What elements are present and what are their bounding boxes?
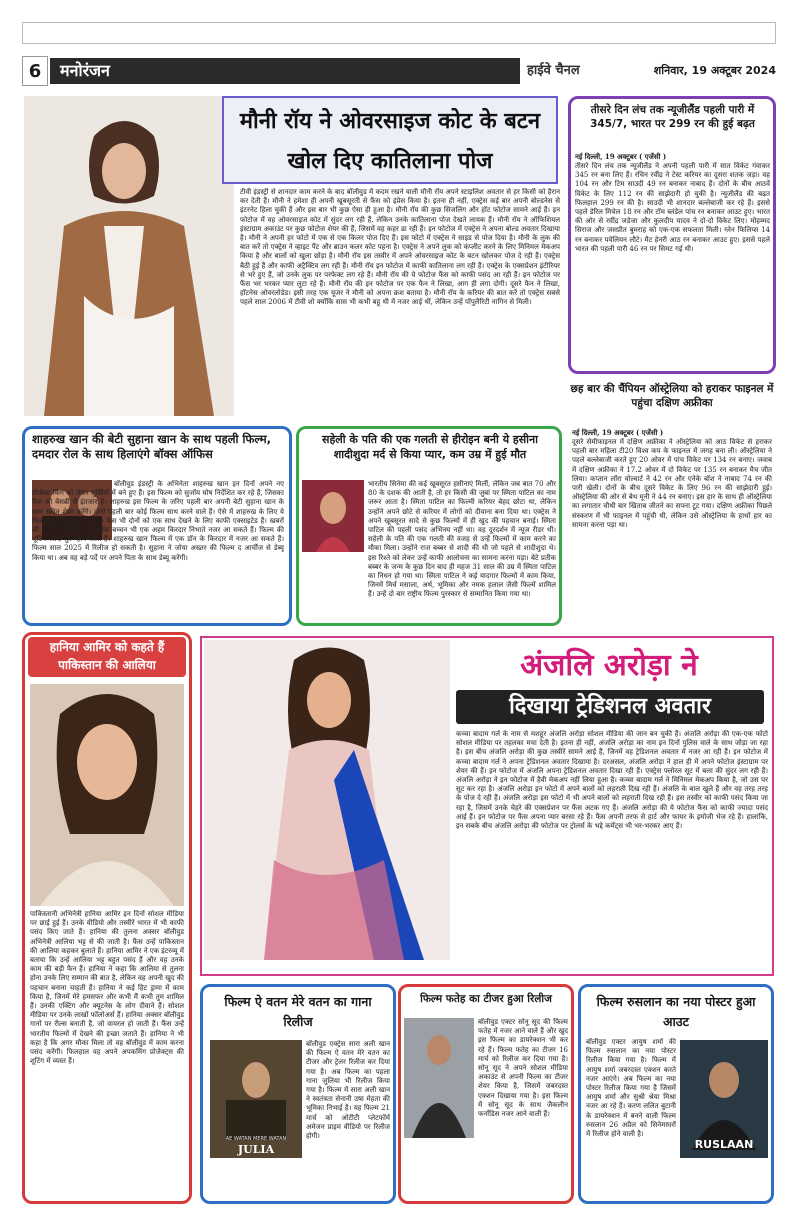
smita-photo — [302, 480, 364, 552]
aewatan-headline: फिल्म ऐ वतन मेरे वतन का गाना रिलीज — [224, 994, 372, 1029]
ruslaan-poster-title: RUSLAAN — [694, 1138, 754, 1151]
aewatan-poster — [210, 1040, 302, 1158]
hania-photo — [30, 684, 184, 906]
ruslaan-poster — [680, 1040, 768, 1158]
anjali-photo — [204, 640, 450, 960]
cricket-body: तीसरे दिन लंच तक न्यूजीलैंड ने अपनी पहली पारी में सात विकेट गंवाकर 345 रन बना लिए हैं। रचिन रवींद्र ने टेस्ट करियर का दूसरा शतक जड़ा। वह 104 रन और टिम साउदी 49 रन बनाकर नाबाद हैं। दोनों के बीच आठवें विकेट के लिए 112 रन की साझेदारी हो चुकी है। न्यूजीलैंड की बढ़त फिलहाल 299 रन की है। साउदी भी शानदार बल्लेबाजी कर रहे हैं। इससे पहले डेरिल मिचेल 18 रन और टॉम ब्लंडेल पांच रन बनाकर आउट हुए। भारत की ओर से रवींद्र जडेजा और कुलदीप यादव ने दो-दो विकेट लिए। मोहम्मद सिराज और जसप्रीत बुमराह को एक-एक सफलता मिली। ग्लेन फिलिप्स 14 रन बनाकर पवेलियन लौटे। मैट हेनरी आठ रन बनाकर आउट हुए। इससे पहले भारत की पहली पारी 46 रन पर सिमट गई थी। — [575, 162, 770, 253]
fateh-body: बॉलीवुड एक्टर सोनू सूद की फिल्म फतेह में नजर आने वाले हैं और खुद इस फिल्म का डायरेक्शन भी कर रहे हैं। फिल्म फतेह का टीजर 16 मार्च को रिलीज कर दिया गया है। सोनू सूद ने अपने सोशल मीडिया अकाउंट से अपनी फिल्म का टीजर शेयर किया है, जिसमें जबरदस्त एक्शन दिखाया गया है। इस फिल्म में सोनू सूद के साथ जैकलीन फर्नांडिस नजर आने वाली हैं। — [478, 1018, 568, 1119]
page-header — [22, 56, 776, 86]
aewatan-poster-sub: AE WATAN MERE WATAN — [225, 1136, 287, 1142]
anjali-body: कच्चा बादाम गर्ल के नाम से मशहूर अंजलि अरोड़ा सोशल मीडिया की जान बन चुकी हैं। अंजलि अरोड़ा की एक-एक फोटो सोशल मीडिया पर तहलका मचा देती है। इतना ही नहीं, अंजलि अरोड़ा का नाम इन दिनों पुलिस वाले के साथ जोड़ा जा रहा है। इस बीच अंजलि अरोड़ा की कुछ तस्वीरें सामने आई हैं, जिनमें वह ट्रेडिशनल अवतार में नजर आ रही हैं। इन फोटोज में कच्चा बादाम गर्ल ने अपना ट्रेडिशनल अवतार दिखाया है। दरअसल, अंजलि अरोड़ा ने हाल ही में अपने फोटोज इंस्टाग्राम पर शेयर की हैं। इन फोटोज में अंजलि अपना ट्रेडिशनल अवतार दिखा रही हैं। एक्ट्रेस फ्लोरल सूट में बला की सुंदर लग रही हैं। अंजलि अरोड़ा ने इन फोटोज में हैवी मेकअप नहीं लिया हुआ है। कच्चा बादाम गर्ल ने मिनिमल मेकअप किया है, जो उस पर सूट कर रहा है। अंजलि अरोड़ा इन फोटो में अपने बालों को लहराती दिख रही हैं। अंजलि के बाल खुले हैं और वह तरह तरह के पोज दे रही हैं। अंजलि अरोड़ा इस फोटो में भी अपने बालों को लहराती दिख रही हैं। इस तस्वीर को काफी पसंद किया जा रहा है, जिसमें उनके चेहरे की एक्सप्रेशन पर फैंस अटक गए हैं। अंजलि अरोड़ा की ये फोटोज फैंस को काफी ज्यादा पसंद आई हैं। इन फोटोज पर फैंस अपना प्यार बरसा रहे हैं। फैंस अपनी तरफ से हार्ट और फायर के इमोजी भेज रहे हैं। हालांकि, इन सबके बीच अंजलि अरोड़ा की फोटोज पर ट्रोलर्स के भद्दे कमेंट्स भी भर-भरकर आए हैं। — [456, 730, 768, 831]
cricket-headline: तीसरे दिन लंच तक न्यूजीलैंड पहली पारी में 345/7, भारत पर 299 रन की हुई बढ़त — [590, 104, 755, 130]
aewatan-body: बॉलीवुड एक्ट्रेस सारा अली खान की फिल्म ऐ वतन मेरे वतन का टीजर और ट्रेलर रिलीज कर दिया गया है। अब फिल्म का पहला गाना जुलिया भी रिलीज किया गया है। फिल्म में सारा अली खान ने स्वतंत्रता सेनानी उषा मेहता की भूमिका निभाई है। यह फिल्म 21 मार्च को ओटीटी प्लेटफॉर्म अमेजन प्राइम वीडियो पर रिलीज होगी। — [306, 1040, 390, 1141]
fateh-headline: फिल्म फतेह का टीजर हुआ रिलीज — [420, 993, 552, 1005]
womens-cricket-dateline: नई दिल्ली, 19 अक्टूबर ( एजेंसी ) — [572, 428, 664, 437]
womens-cricket-body: दूसरे सेमीफाइनल में दक्षिण अफ्रीका ने ऑस्ट्रेलिया को आठ विकेट से हराकर पहली बार महिला टी20 विश्व कप के फाइनल में जगह बना ली। ऑस्ट्रेलिया ने पहले बल्लेबाजी करते हुए 20 ओवर में पांच विकेट पर 134 रन बनाए। जवाब में दक्षिण अफ्रीका ने 17.2 ओवर में दो विकेट पर 135 रन बनाकर मैच जीत लिया। कप्तान लॉरा वोल्वार्ट ने 42 रन और एनेके बॉश ने नाबाद 74 रन की पारी खेली। दोनों के बीच दूसरे विकेट के लिए 96 रन की साझेदारी हुई। ऑस्ट्रेलिया की ओर से बेथ मूनी ने 44 रन बनाए। इस हार के साथ ही ऑस्ट्रेलिया का लगातार चौथी बार खिताब जीतने का सपना टूट गया। दक्षिण अफ्रीका पिछले संस्करण में भी फाइनल में पहुंची थी, लेकिन उसे ऑस्ट्रेलिया के हाथों हार का सामना करना पड़ा था। — [572, 438, 772, 529]
cricket-dateline: नई दिल्ली, 19 अक्टूबर ( एजेंसी ) — [575, 152, 667, 161]
suhana-body: बॉलीवुड इंडस्ट्री के अभिनेता शाहरुख खान इन दिनों अपने नए प्रोजेक्ट किंग को लेकर सुर्खियों में बने हुए हैं। इस फिल्म को सुजॉय घोष निर्देशित कर रहे हैं, जिसका फैंस को बेसब्री से इंतजार है। शाहरुख इस फिल्म के जरिए पहली बार अपनी बेटी सुहाना खान के साथ स्क्रीन शेयर करेंगे। दोनों पहली बार कोई फिल्म साथ करने वाले हैं। ऐसे में शाहरुख के लिए ये फिल्म बहुत ज्यादा खास है। फैंस भी दोनों को एक साथ देखने के लिए काफी एक्साइटेड हैं। खबरों की मानें तो फिल्म में अभिषेक बच्चन भी एक अहम किरदार निभाते नजर आ सकते हैं। फिल्म की शूटिंग जल्द शुरू होने वाली है। शाहरुख खान फिल्म में एक डॉन के किरदार में नजर आ सकते हैं। फिल्म साल 2025 में रिलीज हो सकती है। सुहाना ने जोया अख्तर की फिल्म द आर्चीज से डेब्यू किया था। अब वह बड़े पर्दे पर अपने पिता के साथ डेब्यू करेंगी। — [32, 480, 284, 562]
womens-cricket-headline: छह बार की चैंपियन ऑस्ट्रेलिया को हराकर फाइनल में पहुंचा दक्षिण अफ्रीका — [570, 383, 774, 409]
top-bar — [22, 22, 776, 44]
masthead-logo: हाईवे चैनल — [527, 63, 580, 78]
main-headline: मौनी रॉय ने ओवरसाइज कोट के बटन खोल दिए कातिलाना पोज — [222, 96, 558, 184]
hania-headline: हानिया आमिर को कहते हैं पाकिस्तान की आलिया — [49, 640, 165, 672]
saheli-body: भारतीय सिनेमा की कई खूबसूरत हसीनाएं मिलीं, लेकिन जब बात 70 और 80 के दशक की आती है, तो हर किसी की जुबां पर स्मिता पाटिल का नाम जरूर आता है। स्मिता पाटिल का फिल्मी करियर बेहद छोटा था, लेकिन उन्होंने अपने छोटे से करियर में लोगों को दीवाना बना दिया था। एक्ट्रेस ने अपने खूबसूरत सादे से कुछ फिल्मों में ही खुद की पहचान बनाई। स्मिता पाटिल की पहली पसंद अभिनय नहीं था। वह दूरदर्शन में न्यूज रीडर थीं। सहेली के पति की एक गलती की वजह से उन्हें फिल्मों में काम करने का मौका मिला। उन्होंने राज बब्बर से शादी की थी जो पहले से शादीशुदा थे। इस रिश्ते को लेकर उन्हें काफी आलोचना का सामना करना पड़ा। बेटे प्रतीक बब्बर के जन्म के कुछ दिन बाद ही महज 31 साल की उम्र में स्मिता पाटिल का निधन हो गया था। स्मिता पाटिल ने कई यादगार फिल्मों में काम किया, जिनमें मिर्च मसाला, अर्थ, भूमिका और नमक हलाल जैसी फिल्में शामिल हैं। उन्हें दो बार राष्ट्रीय फिल्म पुरस्कार से सम्मानित किया गया था। — [368, 480, 556, 599]
saheli-headline: सहेली के पति की एक गलती से हीरोइन बनी ये हसीना शादीशुदा मर्द से किया प्यार, कम उम्र में हुई मौत — [322, 433, 538, 461]
fateh-photo — [404, 1018, 474, 1138]
anjali-headline-bottom: दिखाया ट्रेडिशनल अवतार — [456, 690, 764, 724]
section-title: मनोरंजन — [50, 58, 520, 84]
ruslaan-headline: फिल्म रुसलान का नया पोस्टर हुआ आउट — [596, 994, 756, 1029]
main-body: टीवी इंडस्ट्री से शानदार काम करने के बाद बॉलीवुड में कदम रखने वाली मौनी रॉय अपने स्टाइलिश अवतार से हर किसी को हैरान कर देती हैं। मौनी ने हमेशा ही अपनी खूबसूरती से फैंस को इंप्रेस किया है। इतना ही नहीं, एक्ट्रेस कई बार अपनी बोल्डनेस से इंटरनेट हिला चुकी हैं और इस बार भी कुछ ऐसा ही हुआ है। मौनी रॉय की कुछ सिजलिंग और हॉट फोटोज सामने आई हैं। इन फोटोज में वह ओवरसाइज कोट में सुंदर लग रही हैं, लेकिन उनके कातिलाना पोज देखते लायक हैं। मौनी रॉय ने ऑफिशियल इंस्टाग्राम अकाउंट पर कुछ फोटोज शेयर की हैं, जिसमें वह कहर ढा रही हैं। इन फोटोज में एक्ट्रेस ने अपना बोल्ड अवतार दिखाया है। मौनी ने अपनी हर फोटो में एक से एक किलर पोज दिए हैं। इस फोटो में एक्ट्रेस ने साइड से पोज दिया है। मौनी के लुक की बात करें तो एक्ट्रेस ने व्हाइट पैंट और ब्राउन कलर कोट पहना है। एक्ट्रेस ने अपने लुक को कंप्लीट करने के लिए मिनिमल मेकअप किया है और बालों को खुला छोड़ा है। मौनी रॉय इस तस्वीर में अपने ओवरसाइज कोट के बटन खोलकर पोज दे रही हैं। एक्ट्रेस बैठी हुई हैं और काफी अट्रैक्टिव लग रही हैं। मौनी रॉय इन फोटोज में काफी कातिलाना लग रही हैं। एक्ट्रेस के एक्सप्रेशन इंटीरियर से भरे हुए हैं, जो उनके लुक पर परफेक्ट लग रहे हैं। मौनी रॉय की ये फोटोज फैंस को काफी पसंद आ रही हैं। इन फोटोज पर फैंस भर भरकर प्यार लुटा रहे हैं। मौनी रॉय की इन फोटोज पर एक फैन ने लिखा, आग ही लगा दोगी। दूसरे फैन ने लिखा, हॉटनेस ओवरलोडेड। इसी तरह एक यूजर ने मौनी को अपना क्रश बताया है। मौनी रॉय के करियर की बात करें तो एक्ट्रेस सबसे पहले साल 2006 में टीवी शो क्योंकि सास भी कभी बहू थी में नजर आई थीं, लेकिन उन्हें पॉपुलैरिटी नागिन से मिली। — [240, 188, 560, 307]
mouni-photo — [24, 96, 234, 416]
hania-body: पाकिस्तानी अभिनेत्री हानिया आमिर इन दिनों सोशल मीडिया पर छाई हुई हैं। उनके वीडियो और तस्वीरें भारत में भी काफी पसंद किए जाते हैं। हानिया की तुलना अक्सर बॉलीवुड अभिनेत्री आलिया भट्ट से की जाती है। फैंस उन्हें पाकिस्तान की आलिया कहकर बुलाते हैं। हानिया आमिर ने एक इंटरव्यू में बताया कि उन्हें आलिया भट्ट बहुत पसंद हैं और वह उनके काम की बड़ी फैन हैं। हानिया ने कहा कि आलिया से तुलना होना उनके लिए सम्मान की बात है, लेकिन वह अपनी खुद की पहचान बनाना चाहती हैं। हानिया ने कई हिट ड्रामा में काम किया है, जिनमें मेरे हमसफर और कभी मैं कभी तुम शामिल हैं। उनकी एक्टिंग और क्यूटनेस के लोग दीवाने हैं। सोशल मीडिया पर उनके लाखों फॉलोअर्स हैं। हानिया अक्सर बॉलीवुड गानों पर रील्स बनाती हैं, जो वायरल हो जाती हैं। फैंस उन्हें भारतीय फिल्मों में देखने की इच्छा जताते हैं। हानिया ने भी कहा है कि अगर मौका मिला तो वह बॉलीवुड में काम करना पसंद करेंगी। फिलहाल वह अपने अपकमिंग प्रोजेक्ट्स की शूटिंग में व्यस्त हैं। — [30, 910, 184, 1066]
anjali-headline-top: अंजलि अरोड़ा ने — [520, 648, 698, 683]
suhana-headline: शाहरुख खान की बेटी सुहाना खान के साथ पहली फिल्म, दमदार रोल के साथ हिलाएंगे बॉक्स ऑफिस — [32, 432, 271, 461]
page-number: 6 — [22, 56, 48, 86]
issue-date: शनिवार, 19 अक्टूबर 2024 — [653, 64, 776, 77]
aewatan-poster-title: JULIA — [237, 1143, 275, 1156]
ruslaan-body: बॉलीवुड एक्टर आयुष शर्मा की फिल्म रुसलान का नया पोस्टर रिलीज किया गया है। फिल्म में आयुष शर्मा जबरदस्त एक्शन करते नजर आएंगे। अब फिल्म का नया पोस्टर रिलीज किया गया है जिसमें आयुष शर्मा और सुश्री श्रेया मिश्रा नजर आ रहे हैं। करण ललित बुटानी के डायरेक्शन में बनने वाली फिल्म रुसलान 26 अप्रैल को सिनेमाघरों में रिलीज होने वाली है। — [586, 1038, 676, 1139]
